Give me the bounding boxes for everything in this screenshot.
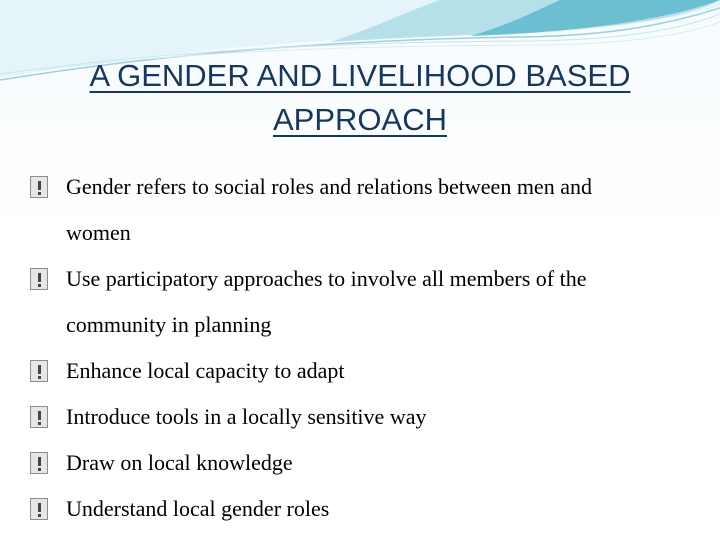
title-line-1: A GENDER AND LIVELIHOOD BASED (89, 58, 631, 93)
bullet-text-continued: women (66, 220, 131, 245)
bullet-text: Gender refers to social roles and relations between men and (66, 174, 592, 199)
missing-glyph-icon (30, 406, 48, 428)
bullet-text: Introduce tools in a locally sensitive way (66, 404, 427, 429)
title-line-2: APPROACH (273, 102, 447, 137)
bullet-text: Enhance local capacity to adapt (66, 358, 345, 383)
bullet-item (30, 348, 690, 394)
slide-title (40, 54, 680, 142)
bullet-item (30, 164, 690, 256)
bullet-text: Use participatory approaches to involve all members of the (66, 266, 587, 291)
bullet-list (30, 164, 690, 532)
bullet-text: Understand local gender roles (66, 496, 330, 521)
missing-glyph-icon (30, 176, 48, 198)
bullet-item (30, 486, 690, 532)
bullet-item (30, 394, 690, 440)
bullet-item (30, 440, 690, 486)
missing-glyph-icon (30, 360, 48, 382)
missing-glyph-icon (30, 498, 48, 520)
bullet-text: Draw on local knowledge (66, 450, 293, 475)
missing-glyph-icon (30, 452, 48, 474)
bullet-text-continued: community in planning (66, 312, 272, 337)
bullet-item (30, 256, 690, 348)
missing-glyph-icon (30, 268, 48, 290)
